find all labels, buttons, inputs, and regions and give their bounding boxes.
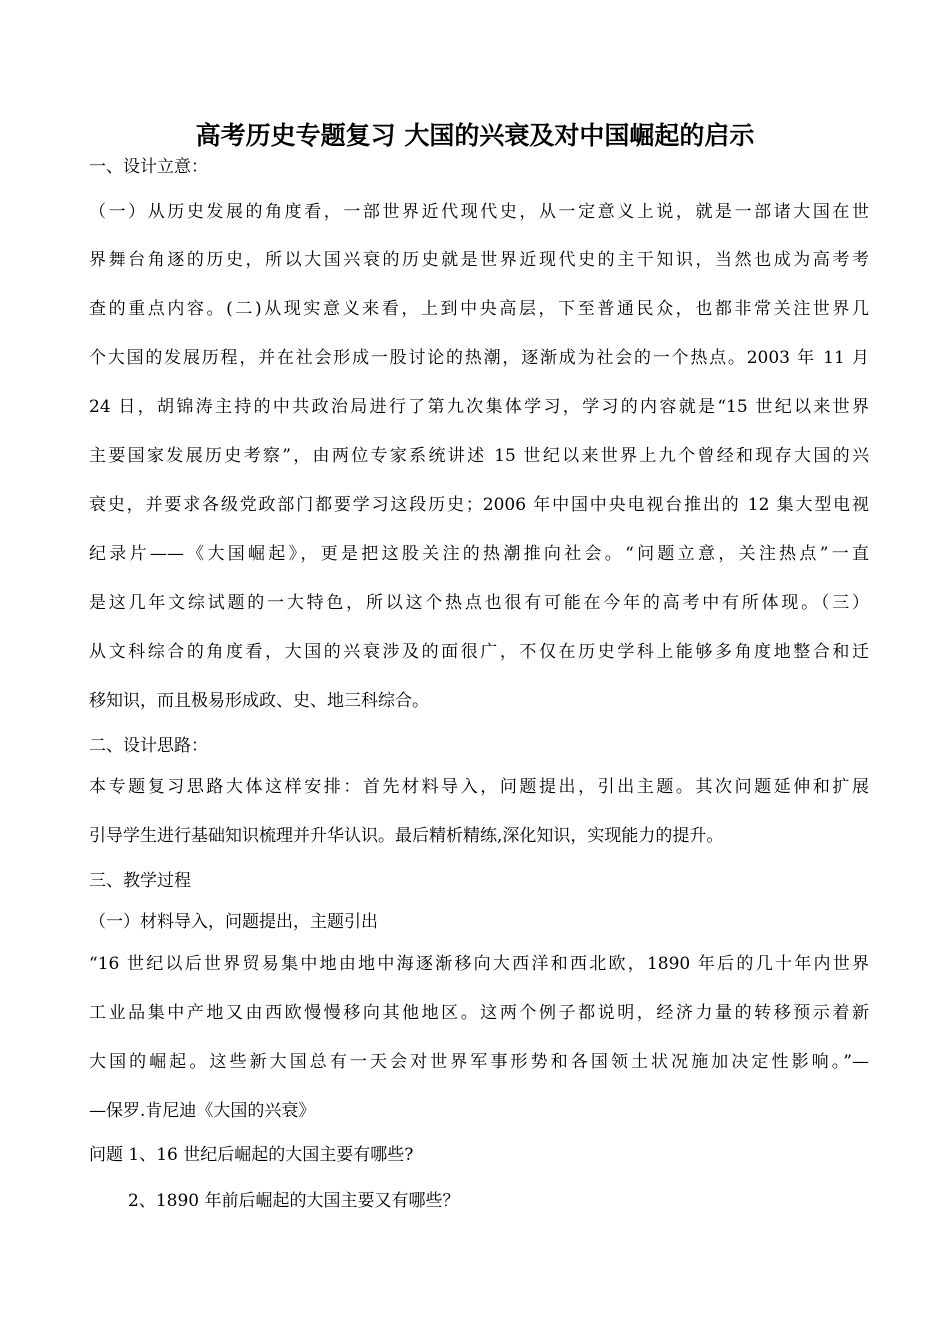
paragraph-line: 查的重点内容。(二)从现实意义来看，上到中央高层，下至普通民众，也都非常关注世界几 <box>89 299 869 319</box>
section-heading: 三、教学过程 <box>89 871 191 891</box>
paragraph-line: 界舞台角逐的历史，所以大国兴衰的历史就是世界近现代史的主干知识，当然也成为高考考 <box>89 250 869 270</box>
section-heading: 二、设计思路： <box>89 736 208 756</box>
quote-line: “16 世纪以后世界贸易集中地由地中海逐渐移向大西洋和西北欧，1890 年后的几十年内世界 <box>89 954 869 974</box>
question-2: 2、1890 年前后崛起的大国主要又有哪些？ <box>128 1191 460 1211</box>
paragraph-line: （一）从历史发展的角度看，一部世界近代现代史，从一定意义上说，就是一部诸大国在世 <box>89 202 869 222</box>
page-title: 高考历史专题复习 大国的兴衰及对中国崛起的启示 <box>195 121 755 150</box>
section-heading: 一、设计立意： <box>89 157 208 177</box>
paragraph-line: 主要国家发展历史考察”，由两位专家系统讲述 15 世纪以来世界上九个曾经和现存大国的兴 <box>89 446 869 466</box>
paragraph-line: 纪录片——《大国崛起》，更是把这股关注的热潮推向社会。“问题立意，关注热点”一直 <box>89 544 869 564</box>
paragraph-line: 移知识，而且极易形成政、史、地三科综合。 <box>89 691 429 711</box>
paragraph-line: 从文科综合的角度看，大国的兴衰涉及的面很广，不仅在历史学科上能够多角度地整合和迁 <box>89 642 869 662</box>
paragraph-line: 24 日，胡锦涛主持的中共政治局进行了第九次集体学习，学习的内容就是“15 世纪以来世界 <box>89 397 869 417</box>
paragraph-line: 衰史，并要求各级党政部门都要学习这段历史；2006 年中国中央电视台推出的 12 集大型电视 <box>89 495 869 515</box>
quote-line: 工业品集中产地又由西欧慢慢移向其他地区。这两个例子都说明，经济力量的转移预示着新 <box>89 1003 869 1023</box>
question-1: 问题 1、16 世纪后崛起的大国主要有哪些? <box>89 1145 414 1165</box>
paragraph-line: 个大国的发展历程，并在社会形成一股讨论的热潮，逐渐成为社会的一个热点。2003 年 11 月 <box>89 348 869 368</box>
subsection-heading: （一）材料导入，问题提出，主题引出 <box>89 912 378 932</box>
paragraph-line: 本专题复习思路大体这样安排：首先材料导入，问题提出，引出主题。其次问题延伸和扩展 <box>89 777 869 797</box>
paragraph-line: 引导学生进行基础知识梳理并升华认识。最后精析精练,深化知识，实现能力的提升。 <box>89 826 724 846</box>
quote-line: 大国的崛起。这些新大国总有一天会对世界军事形势和各国领土状况施加决定性影响。”— <box>89 1052 869 1072</box>
paragraph-line: 是这几年文综试题的一大特色，所以这个热点也很有可能在今年的高考中有所体现。（三） <box>89 593 869 613</box>
quote-attribution: —保罗.肯尼迪《大国的兴衰》 <box>89 1101 316 1121</box>
